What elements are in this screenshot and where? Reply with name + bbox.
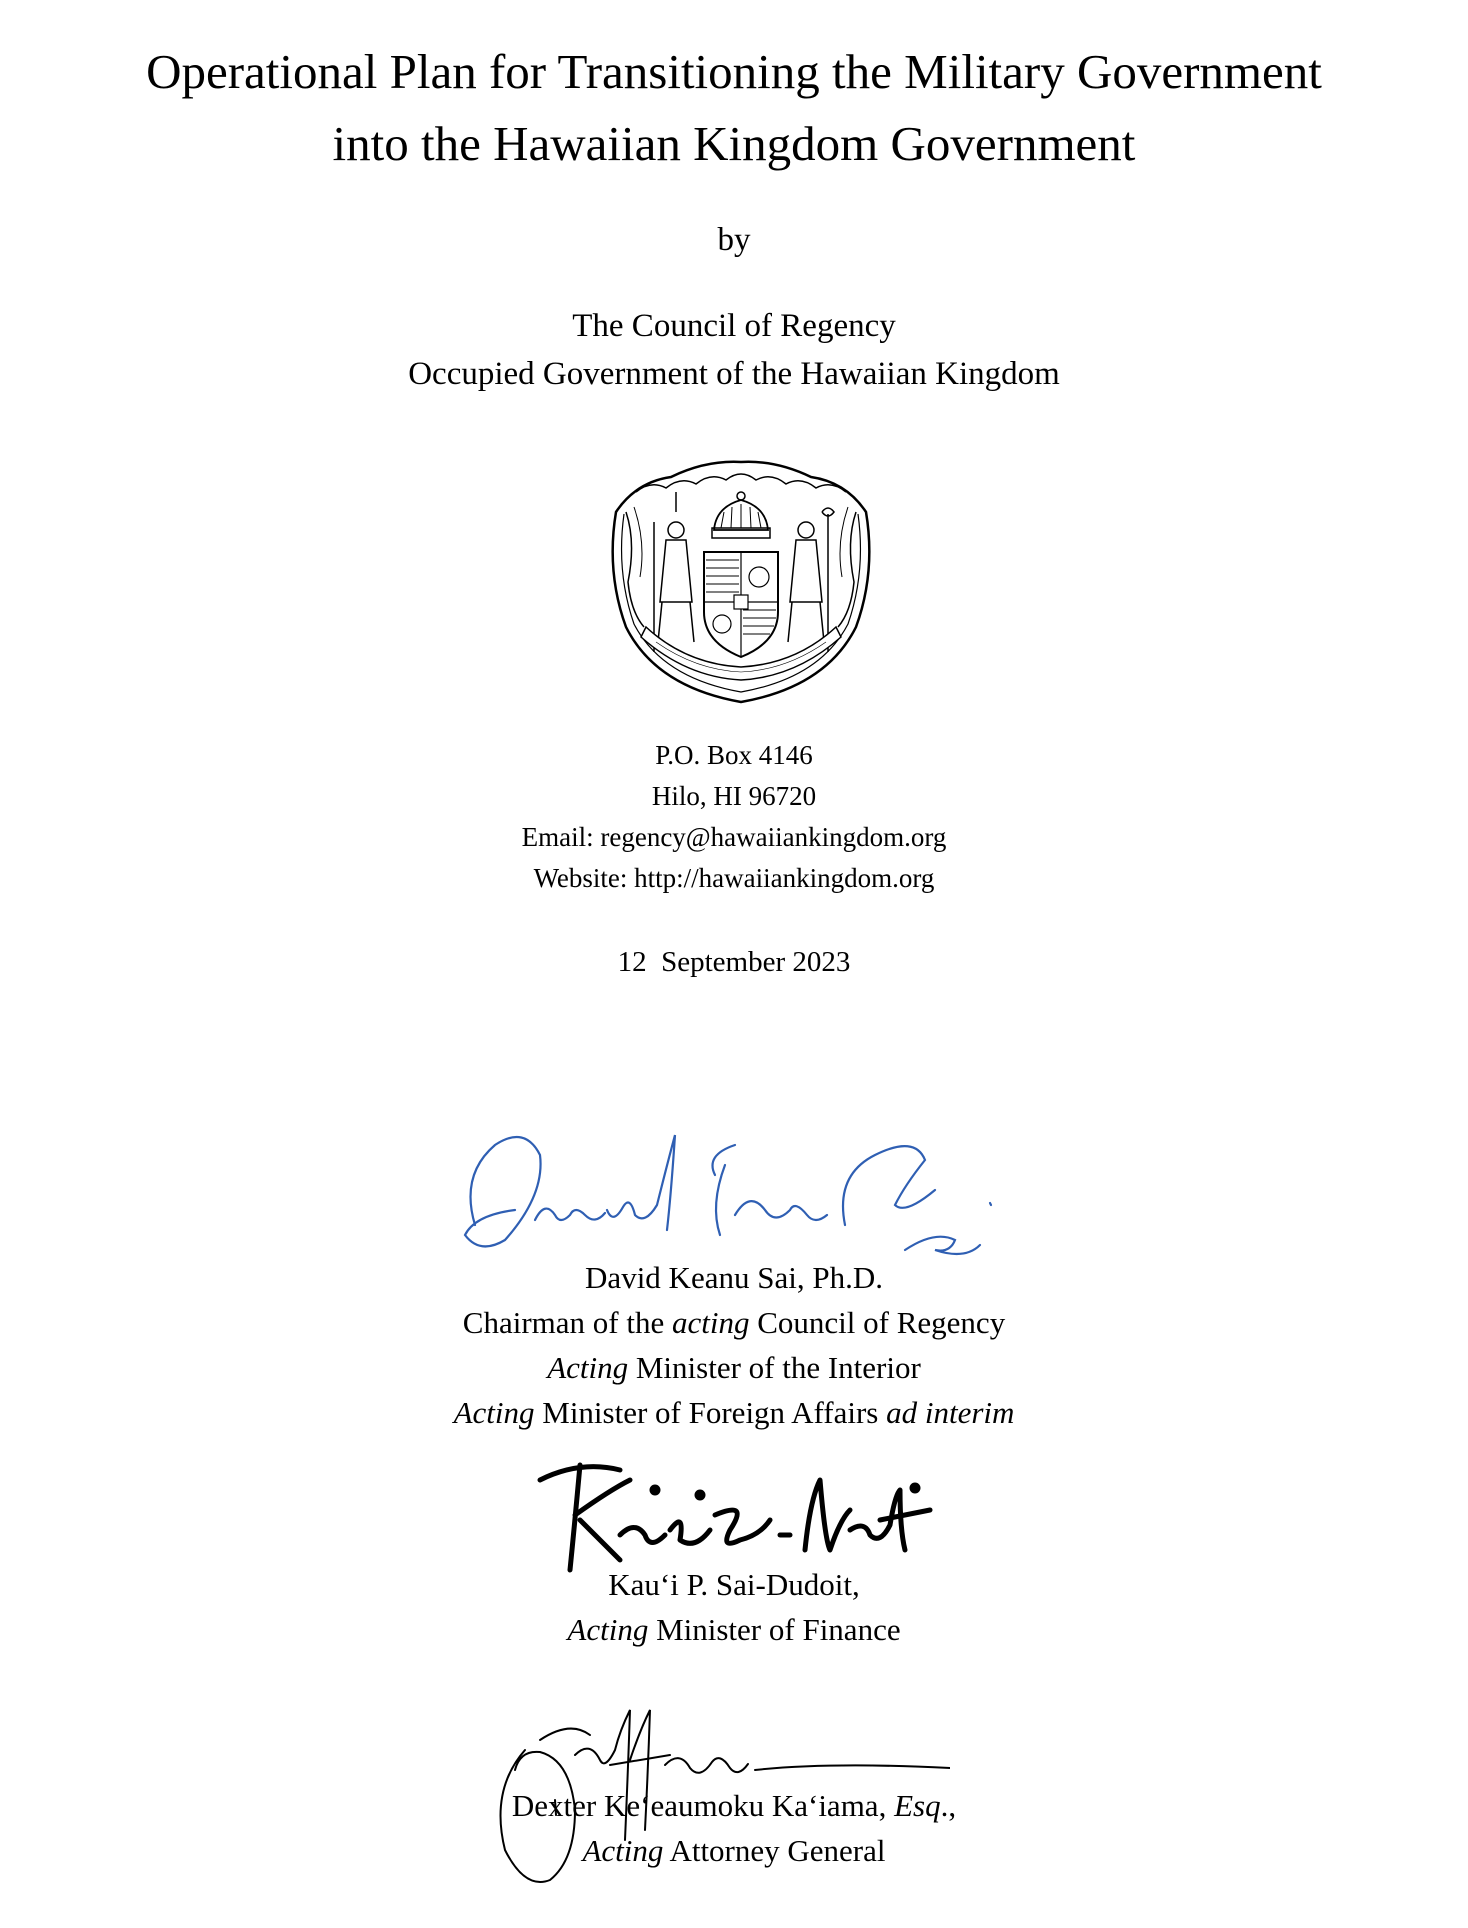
website-link[interactable]: Website: http://hawaiiankingdom.org [533,863,935,893]
po-box: P.O. Box 4146 [655,740,813,770]
signatory-1-title-1: Chairman of the acting Council of Regency [462,1305,1006,1340]
by-label: by [717,222,751,258]
signatory-2-title-1: Acting Minister of Finance [567,1612,901,1647]
author-line-1: The Council of Regency [572,308,896,344]
signatory-1-title-3: Acting Minister of Foreign Affairs ad interim [453,1395,1015,1430]
author-line-2: Occupied Government of the Hawaiian Kingdom [408,356,1060,392]
document-date: 12 September 2023 [617,946,851,978]
royal-seal-icon [596,452,886,712]
document-title [0,36,1468,180]
signatory-1 [0,1255,1468,1435]
signature-david-keanu-sai [435,1115,1025,1265]
signatory-3-title-1: Acting Attorney General [582,1833,886,1868]
author-block [0,302,1468,398]
contact-block [0,735,1468,899]
signature-kaui-sai-dudoit [520,1440,940,1580]
signatory-3-name: Dexter Ke‘eaumoku Ka‘iama, Esq., [511,1788,957,1823]
signatory-2 [0,1562,1468,1652]
signatory-3 [0,1783,1468,1873]
title-line-1: Operational Plan for Transitioning the Military Government [146,44,1322,99]
signatory-1-name: David Keanu Sai, Ph.D. [585,1260,883,1295]
title-line-2: into the Hawaiian Kingdom Government [332,116,1136,171]
signatory-2-name: Kau‘i P. Sai-Dudoit, [608,1567,860,1602]
email-address[interactable]: Email: regency@hawaiiankingdom.org [521,822,947,852]
city-state-zip: Hilo, HI 96720 [651,781,817,811]
signatory-1-title-2: Acting Minister of the Interior [547,1350,921,1385]
